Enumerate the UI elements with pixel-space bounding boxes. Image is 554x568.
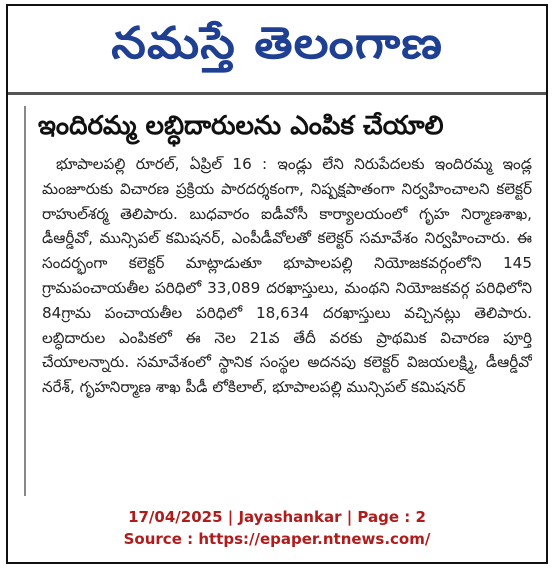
- source-link[interactable]: Source : https://epaper.ntnews.com/: [123, 530, 431, 548]
- column-rule: [24, 106, 26, 496]
- article-body: [42, 152, 532, 500]
- news-clipping: [6, 4, 548, 564]
- masthead-divider: [8, 92, 546, 95]
- clipping-footer: [8, 506, 546, 550]
- article-paragraph: భూపాలపల్లి రూరల్, ఏప్రిల్ 16 : ఇండ్లు లేని నిరుపేదలకు ఇందిరమ్మ ఇండ్ల మంజూరుకు విచారణ ప్రక్రియ పారదర్శకంగా, నిష్పక్షపాతంగా నిర్వహించాలని కలెక్టర్ రాహుల్‌శర్మ తెలిపారు. బుధవారం ఐడీవోసీ కార్యాలయంలో గృహ నిర్మాణశాఖ, డీఆర్డీవో, మున్సిపల్ కమిషనర్, ఎంపీడీవోలతో కలెక్టర్ సమావేశం నిర్వహించారు. ఈ సందర్భంగా కలెక్టర్ మాట్లాడుతూ భూపాలపల్లి నియోజకవర్గంలోని 145 గ్రామపంచాయతీల పరిధిలో 33,089 దరఖాస్తులు, మంథని నియోజకవర్గ పరిధిలోని 84గ్రామ పంచాయతీల పరిధిలో 18,634 దరఖాస్తులు వచ్చినట్లు తెలిపారు. లబ్ధిదారుల ఎంపికలో ఈ నెల 21వ తేదీ వరకు ప్రాథమిక విచారణ పూర్తి చేయాలన్నారు. సమావేశంలో స్థానిక సంస్థల అదనపు కలెక్టర్ విజయలక్ష్మి, డీఆర్డీవో నరేశ్, గృహనిర్మాణ శాఖ పీడీ లోకిలాల్, భూపాలపల్లి మున్సిపల్ కమిషనర్: [42, 155, 532, 397]
- masthead-title: నమస్తే తెలంగాణ: [111, 18, 443, 69]
- article-headline: ఇందిరమ్మ లబ్ధిదారులను ఎంపిక చేయాలి: [38, 111, 444, 141]
- publication-meta: 17/04/2025 | Jayashankar | Page : 2: [128, 508, 426, 526]
- newspaper-masthead: [8, 12, 546, 82]
